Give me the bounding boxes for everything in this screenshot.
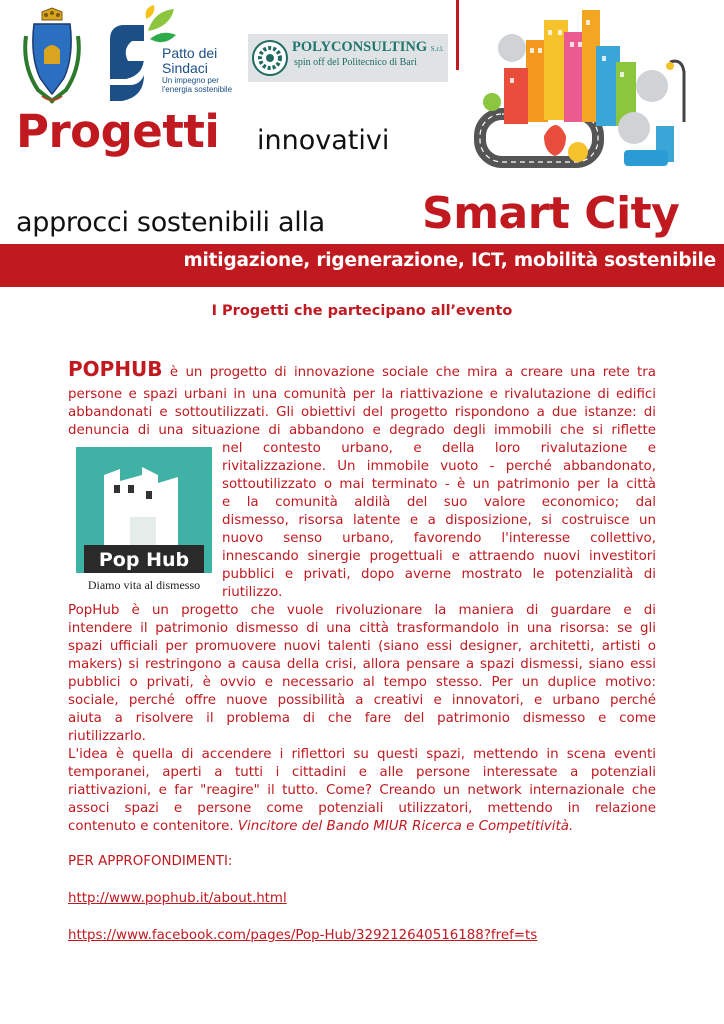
article-line: denuncia di una situazione di abbandono e degrado degli immobili che si riflette <box>68 423 656 438</box>
article-line: pubblici o privati, è ovvio e necessario al tempo stesso. Per un duplice motivo: <box>68 675 656 690</box>
more-info-link-row <box>68 927 656 945</box>
article-line: sottoutilizzato o mai terminato - è un patrimonio per la città <box>222 477 656 492</box>
more-info-label: PER APPROFONDIMENTI: <box>68 854 233 869</box>
article-line: nuovo senso urbano, favorendo l'interesse collettivo, <box>222 531 656 546</box>
article-line: e la comunità aldilà del suo valore economico; dal <box>222 495 656 510</box>
article-line: innescando sinergie progettuali e attraendo nuovi investitori <box>222 549 656 564</box>
title-approcci: approcci sostenibili alla <box>16 207 325 238</box>
pophub-lead-word: POPHUB <box>68 357 163 381</box>
article-line: rivitalizzazione. Un immobile vuoto - perché abbandonato, <box>222 459 656 474</box>
title-innovativi: innovativi <box>257 125 390 156</box>
article-line: riattivazioni, e far "reagire" il tutto. Come? Creando un network internazionale che <box>68 783 656 798</box>
article-line: dismesso, risorsa latente e a disposizione, si costruisce un <box>222 513 656 528</box>
pophub-website-link[interactable]: http://www.pophub.it/about.html <box>68 891 287 906</box>
smart-city-illustration <box>474 2 704 192</box>
pophub-logo-name: Pop Hub <box>98 549 190 571</box>
article-line: temporanei, aperti a tutti i cittadini e alle persone interessate a potenziali <box>68 765 656 780</box>
divider <box>456 0 459 70</box>
polyconsulting-name: POLYCONSULTING S.r.l. <box>292 39 444 55</box>
article-line: riutilizzo. <box>222 585 283 600</box>
patto-line2: Sindaci <box>162 60 208 76</box>
patto-tagline2: l'energia sostenibile <box>162 85 233 94</box>
article-line: L'idea è quella di accendere i riflettori su questi spazi, mettendo in scena eventi <box>68 747 656 762</box>
article-line: POPHUB è un progetto di innovazione sociale che mira a creare una rete tra <box>68 357 656 381</box>
more-info-link-row <box>68 890 656 908</box>
municipal-crest-logo <box>20 6 84 106</box>
article-line: riutilizzarlo. <box>68 729 146 744</box>
section-subtitle: I Progetti che partecipano all’evento <box>211 303 513 319</box>
article-line: nel contesto urbano, e della loro rivalutazione e <box>222 441 656 456</box>
article-line: makers) si restringono a causa della crisi, allora pensare a spazi dismessi, siano essi <box>68 657 656 672</box>
article-line: pubblici e privati, dopo averne mostrato le potenzialità di <box>222 567 656 582</box>
article-line: PopHub è un progetto che vuole rivoluzionare la maniera di guardare e di <box>68 603 656 618</box>
article-line: spazi ufficiali per promuovere nuovi talenti (siano essi designer, architetti, artisti o <box>68 639 656 654</box>
pophub-logo <box>76 447 212 597</box>
award-text: Vincitore del Bando MIUR Ricerca e Competitività. <box>237 819 574 834</box>
title-smart-city: Smart City <box>422 188 680 239</box>
patto-dei-sindaci-text <box>162 46 252 94</box>
article-line: abbandonati e sottoutilizzati. Gli obiettivi del progetto rispondono a due istanze: di <box>68 405 656 420</box>
article-line: associ spazi e persone come potenziali utilizzatori, mettendo in relazione <box>68 801 656 816</box>
banner-text: mitigazione, rigenerazione, ICT, mobilità sostenibile <box>183 250 716 271</box>
patto-tagline1: Un impegno per <box>162 76 219 85</box>
article-line: intendere il patrimonio dismesso di una città trasformandolo in una risorsa: se gli <box>68 621 656 636</box>
pophub-logo-tagline: Diamo vita al dismesso <box>87 578 201 592</box>
patto-line1: Patto dei <box>162 45 218 61</box>
pophub-facebook-link[interactable]: https://www.facebook.com/pages/Pop-Hub/329212640516188?fref=ts <box>68 928 538 943</box>
title-progetti: Progetti <box>16 105 220 158</box>
polyconsulting-subtitle: spin off del Politecnico di Bari <box>294 57 417 68</box>
polyconsulting-suffix: S.r.l. <box>430 45 444 53</box>
article-line: aiuta a risolvere il problema di che fare del patrimonio dismesso e come <box>68 711 656 726</box>
article-line: sociale, perché offre nuove possibilità a creativi e innovatori, e urbano perché <box>68 693 656 708</box>
article-line: persone e spazi urbani in una comunità per la riattivazione e rivalutazione di edifici <box>68 387 656 402</box>
article-line: contenuto e contenitore. Vincitore del Bando MIUR Ricerca e Competitività. <box>68 819 574 834</box>
